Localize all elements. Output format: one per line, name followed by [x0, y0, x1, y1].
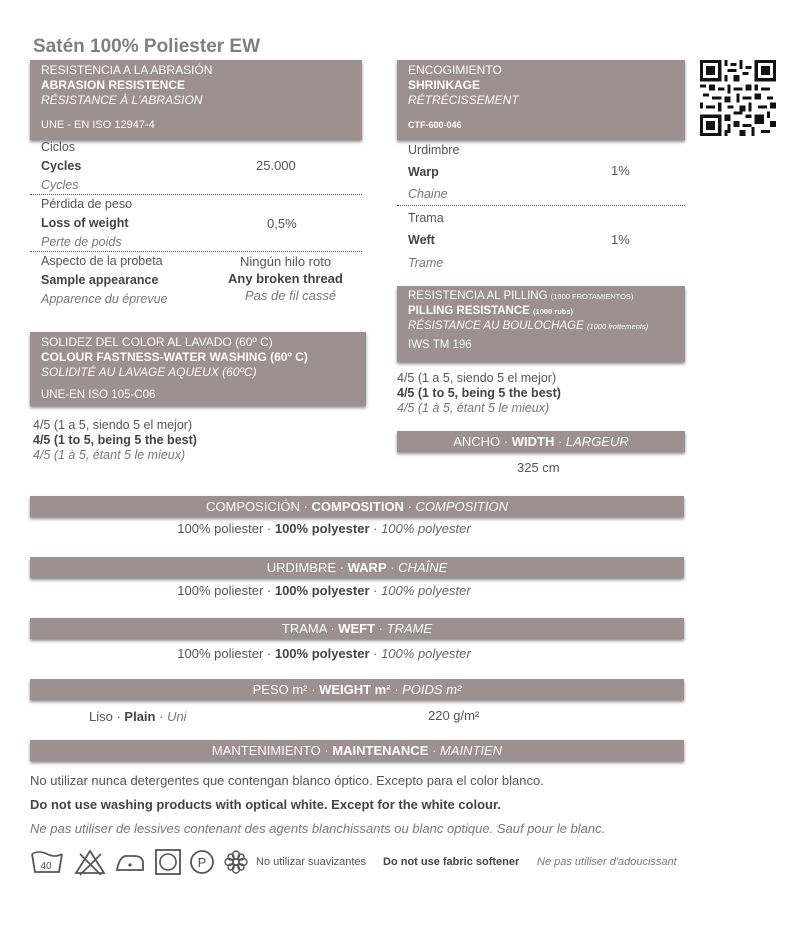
washing-header-en: COLOUR FASTNESS-WATER WASHING (60º C) [41, 350, 308, 364]
abrasion-header-es: RESISTENCIA A LA ABRASIÓN [41, 63, 213, 77]
warp-value-es: 100% poliester [177, 583, 264, 598]
composition-value-fr: 100% polyester [381, 521, 471, 536]
maintenance-en: Do not use washing products with optical white. Except for the white colour. [30, 797, 501, 812]
weight-header: PESO m² · WEIGHT m² · POIDS m² [30, 679, 684, 700]
pilling-standard: IWS TM 196 [408, 339, 472, 351]
composition-header: COMPOSICIÓN · COMPOSITION · COMPOSITION [30, 496, 684, 517]
weft-header-en: WEFT [338, 621, 376, 636]
pilling-result [397, 371, 561, 416]
pilling-result-fr: 4/5 (1 à 5, étant 5 le mieux) [397, 401, 550, 415]
width-header-es: ANCHO [453, 434, 501, 449]
pilling-header-en: PILLING RESISTANCE [408, 305, 530, 317]
warp-header: URDIMBRE · WARP · CHAÎNE [30, 557, 684, 578]
weight-type-en: Plain [124, 709, 156, 724]
washing-result [33, 418, 197, 463]
washing-result-es: 4/5 (1 a 5, siendo 5 el mejor) [33, 418, 193, 432]
weight-loss-label-en: Loss of weight [41, 216, 129, 230]
pilling-header [397, 286, 685, 362]
cycles-label-fr: Cycles [41, 178, 79, 192]
width-header: ANCHO · WIDTH · LARGEUR [397, 431, 685, 452]
composition-values: 100% poliester · 100% polyester · 100% polyester [177, 521, 471, 536]
divider [30, 251, 362, 252]
weft-value-fr: 100% polyester [381, 646, 471, 661]
width-header-fr: LARGEUR [565, 434, 629, 449]
washing-header [30, 332, 366, 406]
appearance-value-fr: Pas de fil cassé [245, 288, 337, 303]
warp-header-es: URDIMBRE [266, 560, 337, 575]
divider [397, 205, 685, 206]
abrasion-header-fr: RÉSISTANCE À L'ABRASION [41, 93, 203, 107]
width-value: 325 cm [517, 460, 560, 475]
appearance-label-fr: Apparence du éprevue [41, 292, 168, 306]
maintenance-header-en: MAINTENANCE [332, 743, 429, 758]
weft-value-en: 100% polyester [274, 646, 370, 661]
iron-low-icon [114, 848, 146, 876]
maintenance-header-es: MANTENIMIENTO [211, 743, 321, 758]
composition-header-fr: COMPOSITION [415, 499, 508, 514]
pilling-header-fr: RÉSISTANCE AU BOULOCHAGE [408, 320, 584, 332]
softener-es: No utilizar suavizantes [256, 856, 367, 868]
washing-standard: UNE-EN ISO 105-C06 [41, 389, 156, 401]
weight-header-en: WEIGHT m² [319, 682, 391, 697]
appearance-value-es: Ningún hilo roto [240, 254, 332, 269]
shrink-weft-label-en: Weft [408, 233, 435, 247]
shrink-weft-label-es: Trama [408, 211, 444, 225]
svg-text:P: P [197, 855, 207, 870]
weight-loss-label-fr: Perte de poids [41, 235, 122, 249]
shrink-warp-label-es: Urdimbre [408, 143, 460, 157]
shrinkage-header-en: SHRINKAGE [408, 78, 481, 92]
shrinkage-header [397, 60, 685, 140]
warp-header-fr: CHAÎNE [398, 560, 448, 575]
weight-loss-label-es: Pérdida de peso [41, 197, 133, 211]
weight-type-fr: Uni [167, 709, 187, 724]
shrinkage-header-es: ENCOGIMIENTO [408, 63, 502, 77]
weft-values: 100% poliester · 100% polyester · 100% polyester [177, 646, 471, 661]
qr-code-icon [700, 60, 776, 136]
tumble-dry-icon [154, 848, 182, 876]
dry-clean-p-icon [188, 848, 216, 876]
abrasion-standard: UNE - EN ISO 12947-4 [41, 119, 155, 131]
maintenance-header-fr: MAINTIEN [439, 743, 503, 758]
pilling-note-fr: (1000 frottements) [586, 322, 649, 331]
shrink-warp-label-fr: Chaine [408, 187, 448, 201]
appearance-label-es: Aspecto de la probeta [41, 254, 163, 268]
pilling-note-es: (1000 FROTAMIENTOS) [550, 292, 634, 301]
pilling-note-en: (1000 rubs) [533, 307, 574, 316]
warp-header-en: WARP [347, 560, 387, 575]
washing-result-fr: 4/5 (1 à 5, étant 5 le mieux) [33, 448, 186, 462]
page-title: Satén 100% Poliester EW [33, 36, 261, 57]
weight-header-fr: POIDS m² [402, 682, 462, 697]
weight-value: 220 g/m² [428, 708, 480, 723]
weft-header: TRAMA · WEFT · TRAME [30, 618, 684, 639]
composition-value-en: 100% polyester [274, 521, 370, 536]
maintenance-fr: Ne pas utiliser de lessives contenant des agents blanchissants ou blanc optique. Sauf pour le blanc. [30, 821, 606, 836]
cycles-value: 25.000 [256, 158, 296, 173]
shrink-weft-label-fr: Trame [408, 256, 444, 270]
shrinkage-standard: CTF-600-046 [408, 120, 462, 130]
wash-40-icon [30, 848, 64, 876]
abrasion-header-en: ABRASION RESISTENCE [41, 78, 186, 92]
appearance-label-en: Sample appearance [41, 273, 159, 287]
pilling-result-en: 4/5 (1 to 5, being 5 the best) [397, 386, 561, 400]
weight-header-es: PESO m² [252, 682, 308, 697]
warp-values: 100% poliester · 100% polyester · 100% polyester [177, 583, 471, 598]
washing-result-en: 4/5 (1 to 5, being 5 the best) [33, 433, 197, 447]
pilling-result-es: 4/5 (1 a 5, siendo 5 el mejor) [397, 371, 557, 385]
composition-header-es: COMPOSICIÓN [206, 499, 300, 514]
weight-type-es: Liso [89, 709, 113, 724]
maintenance-es: No utilizar nunca detergentes que contengan blanco óptico. Excepto para el color blanco. [30, 773, 544, 788]
weight-loss-value: 0,5% [267, 216, 297, 231]
shrink-warp-label-en: Warp [408, 165, 439, 179]
no-softener-icon [222, 848, 250, 876]
composition-value-es: 100% poliester [177, 521, 264, 536]
abrasion-header [30, 60, 362, 140]
appearance-value-en: Any broken thread [228, 271, 343, 286]
composition-header-en: COMPOSITION [311, 499, 404, 514]
softener-en: Do not use fabric softener [383, 856, 520, 868]
weight-type: Liso · Plain · Uni [89, 709, 187, 724]
warp-value-fr: 100% polyester [381, 583, 471, 598]
cycles-label-es: Ciclos [41, 140, 76, 154]
wash-temp: 40 [40, 861, 52, 872]
cycles-label-en: Cycles [41, 159, 82, 173]
weft-header-fr: TRAME [386, 621, 433, 636]
maintenance-header: MANTENIMIENTO · MAINTENANCE · MAINTIEN [30, 740, 684, 761]
width-header-en: WIDTH [511, 434, 555, 449]
shrink-warp-value: 1% [611, 163, 630, 178]
washing-header-es: SOLIDEZ DEL COLOR AL LAVADO (60º C) [41, 335, 273, 349]
softener-fr: Ne pas utiliser d'adoucissant [537, 856, 677, 868]
washing-header-fr: SOLIDITÉ AU LAVAGE AQUEUX (60ºC) [41, 365, 257, 379]
weft-header-es: TRAMA [281, 621, 327, 636]
weft-value-es: 100% poliester [177, 646, 264, 661]
shrinkage-header-fr: RÉTRÉCISSEMENT [408, 93, 519, 107]
no-bleach-icon [74, 848, 106, 876]
warp-value-en: 100% polyester [274, 583, 370, 598]
divider [30, 194, 362, 195]
shrink-weft-value: 1% [611, 232, 630, 247]
pilling-header-es: RESISTENCIA AL PILLING [408, 290, 548, 302]
